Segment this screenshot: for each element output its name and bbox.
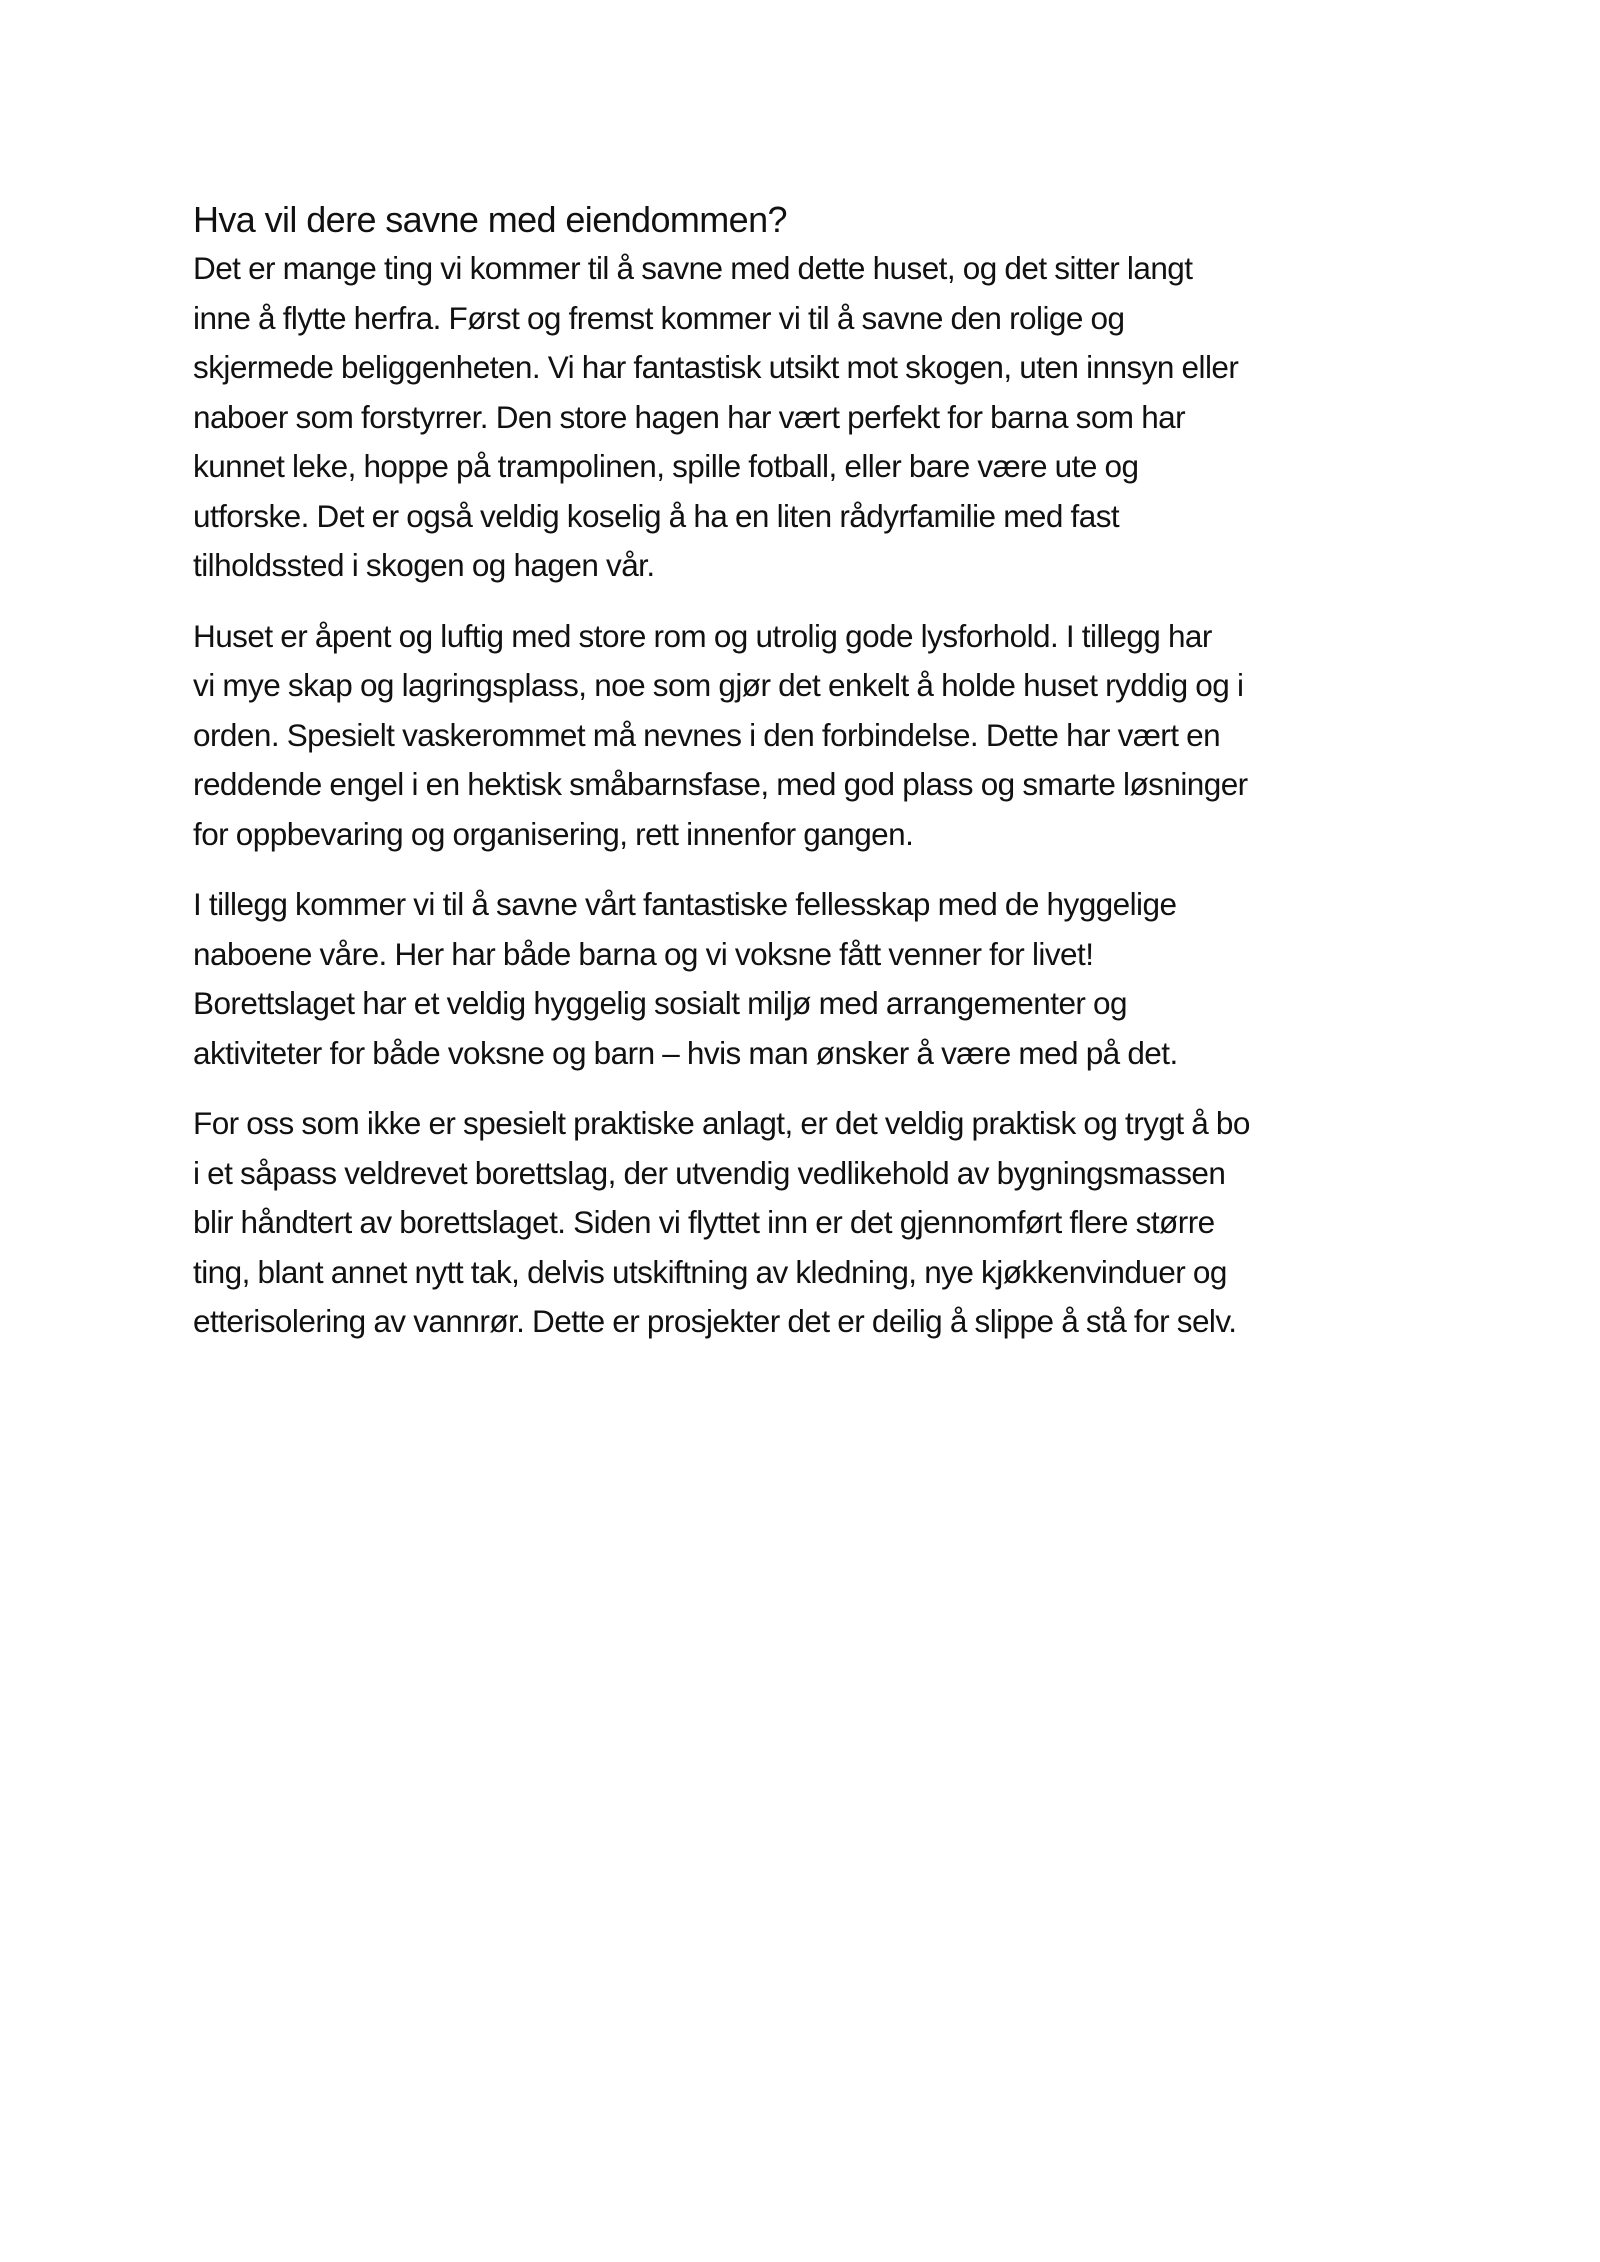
- text-line: ting, blant annet nytt tak, delvis utskiftning av kledning, nye kjøkkenvinduer og: [193, 1253, 1227, 1290]
- text-line: orden. Spesielt vaskerommet må nevnes i den forbindelse. Dette har vært en: [193, 716, 1221, 753]
- document-page: [193, 196, 1453, 1368]
- text-line: etterisolering av vannrør. Dette er prosjekter det er deilig å slippe å stå for selv.: [193, 1303, 1237, 1339]
- text-line: For oss som ikke er spesielt praktiske anlagt, er det veldig praktisk og trygt å bo: [193, 1105, 1250, 1141]
- text-line: vi mye skap og lagringsplass, noe som gjør det enkelt å holde huset ryddig og i: [193, 667, 1244, 703]
- text-line: skjermede beliggenheten. Vi har fantastisk utsikt mot skogen, uten innsyn eller: [193, 349, 1239, 385]
- paragraph-what-we-will-miss: [193, 244, 1453, 591]
- text-line: blir håndtert av borettslaget. Siden vi flyttet inn er det gjennomført flere større: [193, 1204, 1215, 1240]
- text-line: i et såpass veldrevet borettslag, der utvendig vedlikehold av bygningsmassen: [193, 1154, 1226, 1191]
- paragraph-community: [193, 880, 1453, 1078]
- text-line: utforske. Det er også veldig koselig å ha en liten rådyrfamilie med fast: [193, 497, 1120, 534]
- paragraph-house-interior: [193, 612, 1453, 860]
- text-line: reddende engel i en hektisk småbarnsfase, med god plass og smarte løsninger: [193, 766, 1248, 802]
- text-line: naboer som forstyrrer. Den store hagen har vært perfekt for barna som har: [193, 398, 1186, 435]
- paragraph-housing-cooperative: [193, 1099, 1453, 1347]
- text-line: Borettslaget har et veldig hyggelig sosialt miljø med arrangementer og: [193, 985, 1127, 1021]
- text-line: aktiviteter for både voksne og barn – hvis man ønsker å være med på det.: [193, 1034, 1178, 1071]
- text-line: I tillegg kommer vi til å savne vårt fantastiske fellesskap med de hyggelige: [193, 886, 1177, 922]
- text-line: Det er mange ting vi kommer til å savne med dette huset, og det sitter langt: [193, 250, 1193, 286]
- text-line: for oppbevaring og organisering, rett innenfor gangen.: [193, 815, 914, 852]
- text-line: kunnet leke, hoppe på trampolinen, spille fotball, eller bare være ute og: [193, 448, 1139, 484]
- text-line: inne å flytte herfra. Først og fremst kommer vi til å savne den rolige og: [193, 299, 1125, 336]
- text-line: tilholdssted i skogen og hagen vår.: [193, 547, 655, 583]
- text-line: naboene våre. Her har både barna og vi voksne fått venner for livet!: [193, 935, 1094, 972]
- text-line: Huset er åpent og luftig med store rom og utrolig gode lysforhold. I tillegg har: [193, 617, 1212, 654]
- page-title: Hva vil dere savne med eiendommen?: [193, 199, 787, 240]
